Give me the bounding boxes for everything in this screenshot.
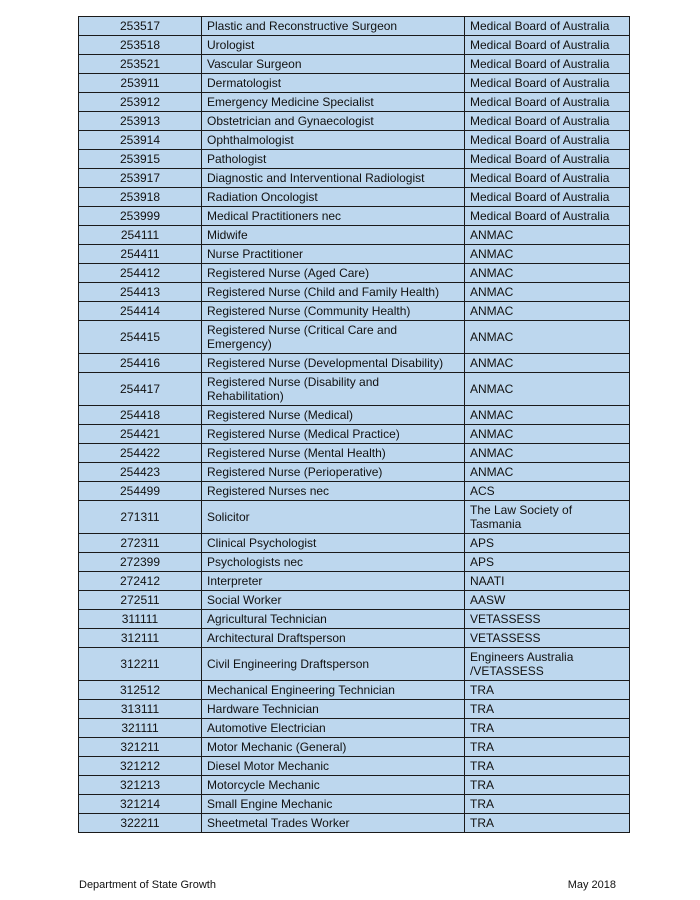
occupation-cell: Small Engine Mechanic [202, 795, 465, 814]
authority-cell: NAATI [465, 572, 630, 591]
occupation-cell: Radiation Oncologist [202, 188, 465, 207]
authority-cell: TRA [465, 814, 630, 833]
table-row [79, 814, 630, 833]
table-row [79, 757, 630, 776]
occupation-cell: Registered Nurse (Medical) [202, 406, 465, 425]
authority-cell: ANMAC [465, 373, 630, 406]
table-row [79, 795, 630, 814]
occupation-cell: Pathologist [202, 150, 465, 169]
occupation-cell: Civil Engineering Draftsperson [202, 648, 465, 681]
code-cell: 321213 [79, 776, 202, 795]
code-cell: 254413 [79, 283, 202, 302]
occupation-cell: Motor Mechanic (General) [202, 738, 465, 757]
occupation-cell: Registered Nurse (Aged Care) [202, 264, 465, 283]
code-cell: 253518 [79, 36, 202, 55]
authority-cell: Medical Board of Australia [465, 112, 630, 131]
authority-cell: Medical Board of Australia [465, 207, 630, 226]
table-row [79, 150, 630, 169]
authority-cell: AASW [465, 591, 630, 610]
table-row [79, 406, 630, 425]
table-row [79, 169, 630, 188]
occupation-cell: Registered Nurse (Community Health) [202, 302, 465, 321]
occupation-cell: Ophthalmologist [202, 131, 465, 150]
authority-cell: Medical Board of Australia [465, 55, 630, 74]
authority-cell: VETASSESS [465, 629, 630, 648]
occupation-cell: Nurse Practitioner [202, 245, 465, 264]
code-cell: 272412 [79, 572, 202, 591]
occupation-cell: Dermatologist [202, 74, 465, 93]
authority-cell: TRA [465, 795, 630, 814]
occupation-cell: Emergency Medicine Specialist [202, 93, 465, 112]
occupation-table [78, 16, 630, 833]
authority-cell: ACS [465, 482, 630, 501]
code-cell: 254423 [79, 463, 202, 482]
occupation-cell: Midwife [202, 226, 465, 245]
occupation-cell: Diesel Motor Mechanic [202, 757, 465, 776]
occupation-cell: Sheetmetal Trades Worker [202, 814, 465, 833]
table-row [79, 373, 630, 406]
code-cell: 312111 [79, 629, 202, 648]
occupation-cell: Architectural Draftsperson [202, 629, 465, 648]
code-cell: 313111 [79, 700, 202, 719]
table-row [79, 425, 630, 444]
occupation-cell: Social Worker [202, 591, 465, 610]
table-row [79, 74, 630, 93]
code-cell: 253913 [79, 112, 202, 131]
table-row [79, 36, 630, 55]
code-cell: 253999 [79, 207, 202, 226]
code-cell: 253911 [79, 74, 202, 93]
code-cell: 311111 [79, 610, 202, 629]
occupation-cell: Psychologists nec [202, 553, 465, 572]
code-cell: 312512 [79, 681, 202, 700]
code-cell: 271311 [79, 501, 202, 534]
occupation-cell: Registered Nurse (Disability and Rehabilitation) [202, 373, 465, 406]
table-row [79, 302, 630, 321]
authority-cell: ANMAC [465, 406, 630, 425]
table-row [79, 112, 630, 131]
authority-cell: ANMAC [465, 302, 630, 321]
authority-cell: ANMAC [465, 264, 630, 283]
code-cell: 254499 [79, 482, 202, 501]
table-row [79, 610, 630, 629]
occupation-cell: Medical Practitioners nec [202, 207, 465, 226]
authority-cell: ANMAC [465, 245, 630, 264]
table-row [79, 534, 630, 553]
authority-cell: ANMAC [465, 321, 630, 354]
code-cell: 254421 [79, 425, 202, 444]
occupation-cell: Diagnostic and Interventional Radiologist [202, 169, 465, 188]
code-cell: 321211 [79, 738, 202, 757]
code-cell: 312211 [79, 648, 202, 681]
table-row [79, 648, 630, 681]
authority-cell: ANMAC [465, 226, 630, 245]
occupation-cell: Motorcycle Mechanic [202, 776, 465, 795]
code-cell: 254417 [79, 373, 202, 406]
occupation-cell: Registered Nurse (Mental Health) [202, 444, 465, 463]
table-row [79, 264, 630, 283]
authority-cell: Medical Board of Australia [465, 169, 630, 188]
authority-cell: ANMAC [465, 425, 630, 444]
table-row [79, 354, 630, 373]
occupation-cell: Agricultural Technician [202, 610, 465, 629]
authority-cell: Medical Board of Australia [465, 188, 630, 207]
authority-cell: Medical Board of Australia [465, 36, 630, 55]
code-cell: 253915 [79, 150, 202, 169]
table-row [79, 681, 630, 700]
code-cell: 253918 [79, 188, 202, 207]
table-row [79, 719, 630, 738]
code-cell: 254418 [79, 406, 202, 425]
authority-cell: The Law Society of Tasmania [465, 501, 630, 534]
authority-cell: TRA [465, 738, 630, 757]
occupation-table-body [79, 17, 630, 833]
authority-cell: TRA [465, 700, 630, 719]
table-row [79, 283, 630, 302]
code-cell: 272511 [79, 591, 202, 610]
table-row [79, 482, 630, 501]
code-cell: 321214 [79, 795, 202, 814]
code-cell: 321111 [79, 719, 202, 738]
table-row [79, 776, 630, 795]
table-row [79, 321, 630, 354]
occupation-cell: Mechanical Engineering Technician [202, 681, 465, 700]
code-cell: 254414 [79, 302, 202, 321]
table-row [79, 501, 630, 534]
occupation-cell: Registered Nurse (Perioperative) [202, 463, 465, 482]
occupation-cell: Registered Nurse (Developmental Disability) [202, 354, 465, 373]
authority-cell: ANMAC [465, 354, 630, 373]
table-row [79, 629, 630, 648]
authority-cell: ANMAC [465, 444, 630, 463]
authority-cell: Engineers Australia /VETASSESS [465, 648, 630, 681]
authority-cell: TRA [465, 719, 630, 738]
footer-date: May 2018 [567, 879, 616, 891]
authority-cell: APS [465, 553, 630, 572]
code-cell: 253517 [79, 17, 202, 36]
authority-cell: VETASSESS [465, 610, 630, 629]
table-row [79, 188, 630, 207]
code-cell: 253917 [79, 169, 202, 188]
table-row [79, 93, 630, 112]
authority-cell: Medical Board of Australia [465, 93, 630, 112]
table-row [79, 226, 630, 245]
code-cell: 254416 [79, 354, 202, 373]
occupation-cell: Registered Nurses nec [202, 482, 465, 501]
authority-cell: TRA [465, 681, 630, 700]
authority-cell: TRA [465, 776, 630, 795]
footer-department: Department of State Growth [79, 879, 216, 891]
code-cell: 254412 [79, 264, 202, 283]
occupation-cell: Plastic and Reconstructive Surgeon [202, 17, 465, 36]
code-cell: 253521 [79, 55, 202, 74]
occupation-cell: Urologist [202, 36, 465, 55]
authority-cell: Medical Board of Australia [465, 17, 630, 36]
authority-cell: TRA [465, 757, 630, 776]
occupation-cell: Automotive Electrician [202, 719, 465, 738]
occupation-cell: Obstetrician and Gynaecologist [202, 112, 465, 131]
occupation-cell: Vascular Surgeon [202, 55, 465, 74]
occupation-cell: Registered Nurse (Critical Care and Emergency) [202, 321, 465, 354]
code-cell: 254415 [79, 321, 202, 354]
table-row [79, 572, 630, 591]
authority-cell: ANMAC [465, 283, 630, 302]
table-row [79, 738, 630, 757]
code-cell: 272311 [79, 534, 202, 553]
code-cell: 253914 [79, 131, 202, 150]
code-cell: 272399 [79, 553, 202, 572]
occupation-cell: Hardware Technician [202, 700, 465, 719]
table-row [79, 463, 630, 482]
code-cell: 253912 [79, 93, 202, 112]
occupation-cell: Solicitor [202, 501, 465, 534]
table-row [79, 55, 630, 74]
code-cell: 322211 [79, 814, 202, 833]
table-row [79, 207, 630, 226]
authority-cell: APS [465, 534, 630, 553]
code-cell: 254411 [79, 245, 202, 264]
table-row [79, 444, 630, 463]
occupation-cell: Registered Nurse (Child and Family Health) [202, 283, 465, 302]
table-row [79, 700, 630, 719]
occupation-cell: Registered Nurse (Medical Practice) [202, 425, 465, 444]
authority-cell: Medical Board of Australia [465, 131, 630, 150]
code-cell: 254422 [79, 444, 202, 463]
authority-cell: Medical Board of Australia [465, 150, 630, 169]
code-cell: 321212 [79, 757, 202, 776]
table-row [79, 591, 630, 610]
occupation-cell: Clinical Psychologist [202, 534, 465, 553]
table-row [79, 245, 630, 264]
authority-cell: Medical Board of Australia [465, 74, 630, 93]
table-row [79, 131, 630, 150]
code-cell: 254111 [79, 226, 202, 245]
table-row [79, 553, 630, 572]
authority-cell: ANMAC [465, 463, 630, 482]
occupation-cell: Interpreter [202, 572, 465, 591]
table-row [79, 17, 630, 36]
